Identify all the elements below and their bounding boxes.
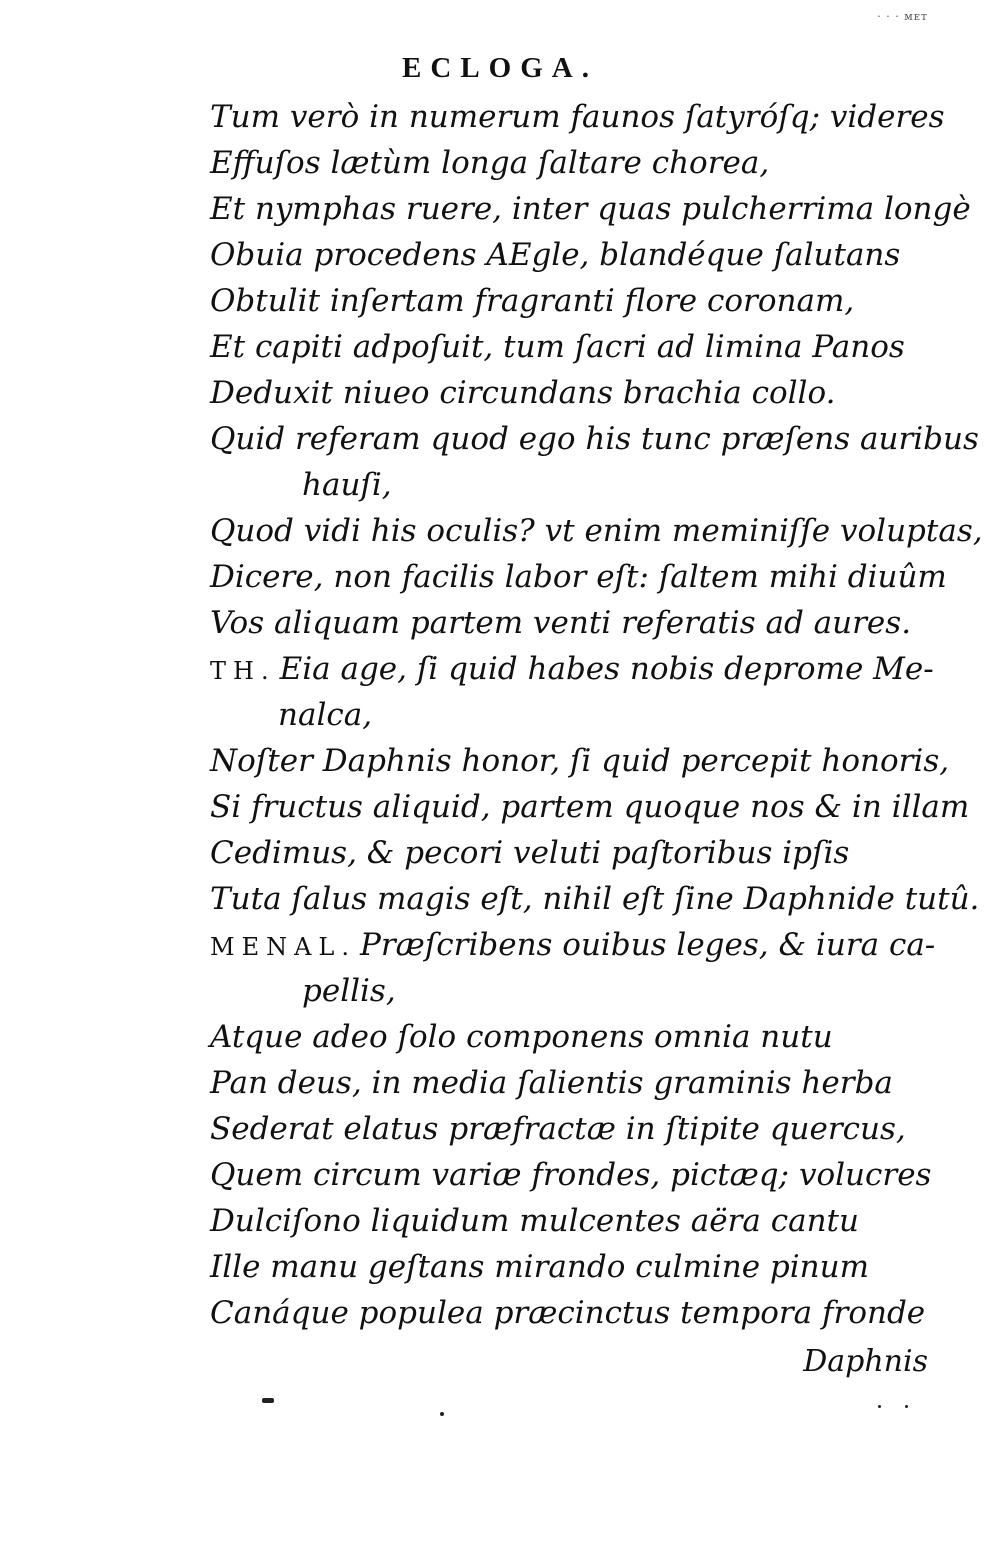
- verse-continuation: pellis,: [302, 973, 396, 1009]
- ink-speck: [878, 1405, 881, 1408]
- verse-line: Obtulit inſertam fragranti flore coronam,: [210, 283, 855, 319]
- verse-line: Deduxit niueo circundans brachia collo.: [210, 375, 836, 411]
- speaker-label: TH.: [210, 657, 276, 685]
- verse-line: Atque adeo ſolo componens omnia nutu: [210, 1019, 833, 1055]
- corner-mark: · · · ᴍᴇᴛ: [877, 10, 928, 23]
- ink-speck: [440, 1412, 444, 1416]
- verse-line: Quem circum variæ frondes, pictæq; volucres: [210, 1157, 932, 1193]
- verse-line: Tum verò in numerum faunos ſatyróſq; videres: [210, 99, 945, 135]
- speaker-line-th: [210, 646, 950, 692]
- verse-line: Noſter Daphnis honor, ſi quid percepit honoris,: [210, 743, 950, 779]
- verse-line: Cedimus, & pecori veluti paſtoribus ipſis: [210, 835, 850, 871]
- verse-text: Eia age, ſi quid habes nobis deprome Me-: [279, 651, 934, 687]
- verse-line: Quid referam quod ego his tunc præſens auribus: [210, 421, 979, 457]
- verse-block: [210, 94, 983, 1336]
- verse-continuation: hauſi,: [302, 467, 392, 503]
- verse-line: Obuia procedens AEgle, blandéque ſalutans: [210, 237, 901, 273]
- verse-line: Canáque populea præcinctus tempora fronde: [210, 1295, 926, 1331]
- running-head: ECLOGA.: [402, 52, 598, 84]
- verse-line: Pan deus, in media ſalientis graminis herba: [210, 1065, 893, 1101]
- verse-line: Si fructus aliquid, partem quoque nos & in illam: [210, 789, 970, 825]
- verse-line: Tuta ſalus magis eſt, nihil eſt ſine Daphnide tutû.: [210, 881, 980, 917]
- speaker-line-menal: [210, 922, 950, 968]
- ink-speck: [262, 1398, 274, 1403]
- verse-line: Et nymphas ruere, inter quas pulcherrima longè: [210, 191, 971, 227]
- verse-line: Ille manu geſtans mirando culmine pinum: [210, 1249, 870, 1285]
- verse-continuation: nalca,: [278, 697, 373, 733]
- catchword: Daphnis: [803, 1344, 928, 1379]
- speaker-label: MENAL.: [210, 933, 356, 961]
- verse-line: Effuſos lætùm longa ſaltare chorea,: [210, 145, 770, 181]
- verse-line: Et capiti adpoſuit, tum ſacri ad limina Panos: [210, 329, 905, 365]
- verse-line: Sederat elatus præfractæ in ſtipite quercus,: [210, 1111, 906, 1147]
- verse-line: Vos aliquam partem venti referatis ad aures.: [210, 605, 912, 641]
- ink-speck: [905, 1405, 908, 1408]
- verse-text: Præſcribens ouibus leges, & iura ca-: [360, 927, 936, 963]
- verse-line: Dicere, non facilis labor eſt: ſaltem mihi diuûm: [210, 559, 947, 595]
- verse-line: Dulciſono liquidum mulcentes aëra cantu: [210, 1203, 859, 1239]
- verse-line: Quod vidi his oculis? vt enim meminiſſe voluptas,: [210, 513, 983, 549]
